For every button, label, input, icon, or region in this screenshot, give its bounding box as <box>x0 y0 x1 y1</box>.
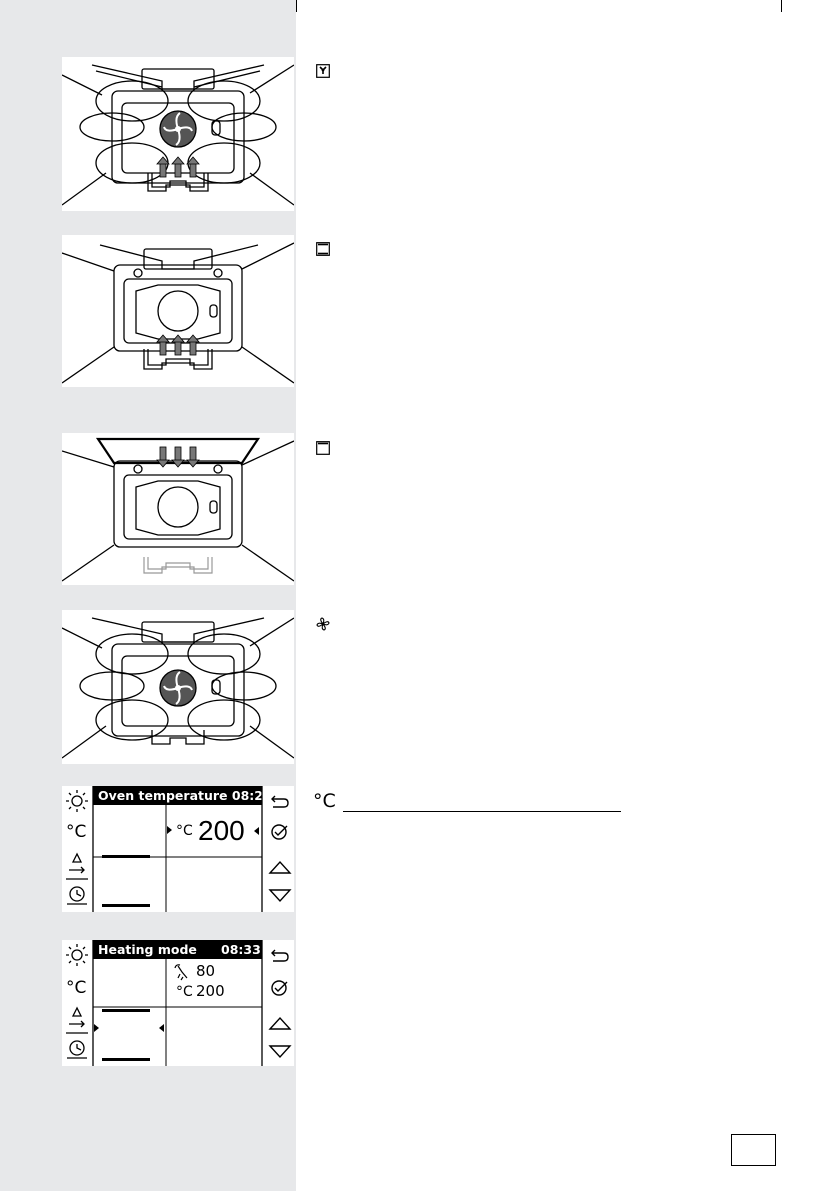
oven-figure-fan <box>62 610 294 764</box>
up-arrow-icon <box>270 862 290 873</box>
display-time: 08:33 <box>221 942 261 957</box>
crop-mark <box>781 0 782 12</box>
probe-icon <box>175 965 187 980</box>
up-arrow-icon <box>270 1018 290 1029</box>
display-title: Heating mode <box>98 942 197 957</box>
oven-figure-top-bottom <box>62 235 294 387</box>
display-title: Oven temperature 08:24 <box>98 788 272 803</box>
timer-icon <box>67 1041 87 1058</box>
crop-mark <box>296 0 297 12</box>
section-heading <box>313 790 623 814</box>
temperature-unit: °C <box>176 984 193 1000</box>
heading-underline <box>343 811 621 812</box>
heating-mode-display <box>62 940 294 1066</box>
top-heat-icon <box>316 441 330 455</box>
page-number-box <box>731 1134 776 1166</box>
back-icon <box>272 796 288 807</box>
oven-figure-top <box>62 433 294 585</box>
temperature-unit: °C <box>176 823 193 839</box>
confirm-icon <box>272 825 287 839</box>
oven-figure-fan-bottom <box>62 57 294 211</box>
temperature-value: 200 <box>198 815 245 846</box>
timer-icon <box>67 887 87 904</box>
confirm-icon <box>272 981 287 995</box>
fan-ring-bottom-heat-icon <box>316 64 330 78</box>
back-icon <box>272 950 288 961</box>
temperature-icon: °C <box>66 822 87 842</box>
top-bottom-heat-icon <box>316 242 330 256</box>
temperature-icon: °C <box>66 978 87 998</box>
down-arrow-icon <box>270 890 290 901</box>
fan-icon <box>316 617 330 631</box>
celsius-symbol: °C <box>313 790 336 812</box>
heating-mode-icon <box>69 1008 84 1027</box>
oven-temperature-display <box>62 786 294 912</box>
heating-mode-icon <box>69 854 84 873</box>
light-icon <box>66 944 88 966</box>
down-arrow-icon <box>270 1046 290 1057</box>
temperature-value: 200 <box>196 982 225 1000</box>
probe-value: 80 <box>196 962 216 980</box>
light-icon <box>66 790 88 812</box>
